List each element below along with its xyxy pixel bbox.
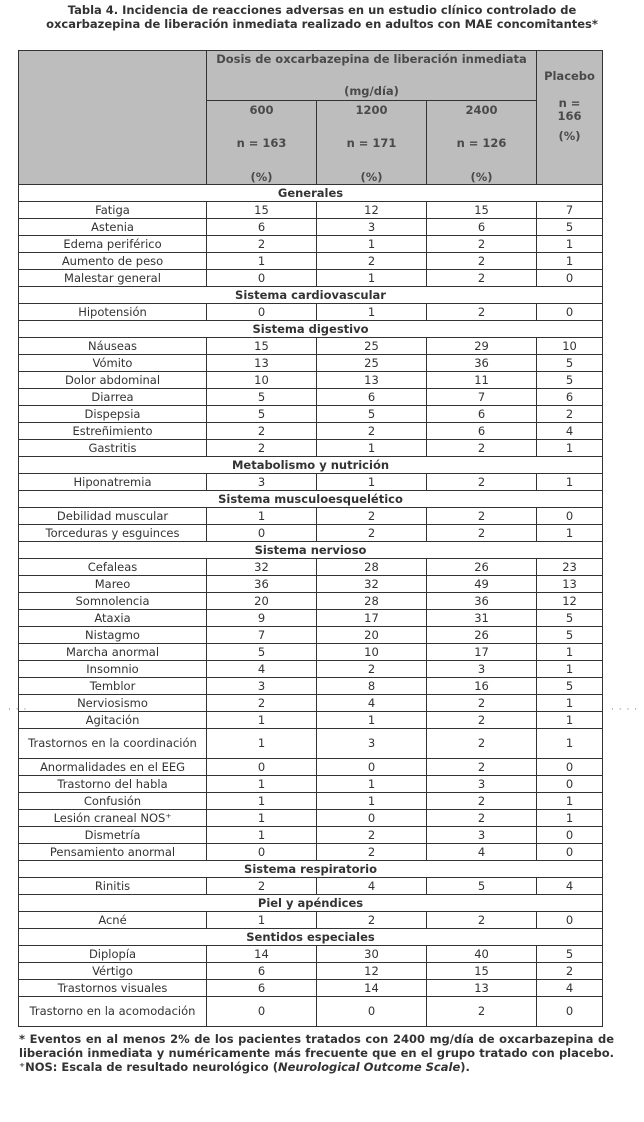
table-row (19, 219, 603, 236)
dose-value: 5 (207, 389, 317, 406)
placebo-value: 10 (537, 338, 603, 355)
reaction-label: Lesión craneal NOS⁺ (19, 810, 207, 827)
dose-value: 25 (317, 355, 427, 372)
reaction-label: Hiponatremia (19, 474, 207, 491)
table-row (19, 997, 603, 1027)
reaction-label: Nistagmo (19, 627, 207, 644)
dose-value: 15 (207, 338, 317, 355)
table-body (19, 185, 603, 1027)
dose-value: 28 (317, 593, 427, 610)
placebo-value: 4 (537, 980, 603, 997)
placebo-value: 6 (537, 389, 603, 406)
dose-value: 13 (427, 980, 537, 997)
dose-value: 6 (427, 406, 537, 423)
dose-header (207, 51, 537, 101)
dose-value: 1 (207, 793, 317, 810)
reaction-label: Gastritis (19, 440, 207, 457)
dose-value: 3 (317, 219, 427, 236)
placebo-value: 4 (537, 423, 603, 440)
dose-value: 4 (317, 878, 427, 895)
dose-value: 2 (427, 253, 537, 270)
reaction-label: Mareo (19, 576, 207, 593)
dose-value: 2 (427, 759, 537, 776)
section-title: Sistema respiratorio (19, 861, 603, 878)
dose-value: 2 (427, 474, 537, 491)
placebo-label: Placebo (544, 69, 595, 83)
dose-value: 3 (427, 661, 537, 678)
reaction-label: Acné (19, 912, 207, 929)
placebo-value: 0 (537, 844, 603, 861)
footnote-italic: Neurological Outcome Scale (277, 1060, 461, 1074)
dose-value: 8 (317, 678, 427, 695)
dose-value: 30 (317, 946, 427, 963)
dose-2400-n: n = 126 (456, 136, 507, 150)
dose-value: 3 (207, 678, 317, 695)
dose-value: 0 (207, 759, 317, 776)
dose-value: 31 (427, 610, 537, 627)
placebo-value: 5 (537, 355, 603, 372)
dose-2400-pct: (%) (470, 170, 493, 184)
right-dotted-marker: · · · · (611, 705, 639, 715)
placebo-value: 5 (537, 678, 603, 695)
table-row (19, 827, 603, 844)
dose-value: 3 (427, 827, 537, 844)
placebo-value: 0 (537, 912, 603, 929)
placebo-value: 0 (537, 270, 603, 287)
dose-1200-n: n = 171 (346, 136, 397, 150)
dose-value: 2 (207, 423, 317, 440)
dose-value: 10 (317, 644, 427, 661)
dose-value: 12 (317, 202, 427, 219)
dose-value: 0 (207, 270, 317, 287)
section-title: Sistema musculoesquelético (19, 491, 603, 508)
table-row (19, 878, 603, 895)
dose-value: 36 (207, 576, 317, 593)
table-row (19, 236, 603, 253)
table-row (19, 610, 603, 627)
reaction-label: Trastornos en la coordinación (19, 729, 207, 759)
placebo-value: 2 (537, 406, 603, 423)
dose-value: 26 (427, 627, 537, 644)
section-title: Sentidos especiales (19, 929, 603, 946)
placebo-header (537, 51, 603, 185)
table-row (19, 576, 603, 593)
dose-value: 1 (207, 810, 317, 827)
table-row (19, 980, 603, 997)
dose-600-n: n = 163 (236, 136, 287, 150)
dose-value: 1 (317, 440, 427, 457)
dose-value: 0 (207, 997, 317, 1027)
dose-value: 16 (427, 678, 537, 695)
placebo-value: 0 (537, 997, 603, 1027)
dose-value: 2 (427, 508, 537, 525)
reaction-label: Rinitis (19, 878, 207, 895)
left-dotted-marker: · · · (8, 705, 28, 715)
dose-value: 2 (317, 423, 427, 440)
table-title (0, 3, 644, 31)
placebo-value: 0 (537, 827, 603, 844)
table-row (19, 729, 603, 759)
dose-1200-value: 1200 (355, 103, 388, 117)
placebo-value: 12 (537, 593, 603, 610)
dose-value: 2 (427, 525, 537, 542)
table-row (19, 912, 603, 929)
table-row (19, 202, 603, 219)
dose-value: 1 (317, 776, 427, 793)
table-row (19, 559, 603, 576)
dose-value: 1 (317, 712, 427, 729)
table-row (19, 946, 603, 963)
dose-value: 2 (207, 878, 317, 895)
dose-value: 3 (427, 776, 537, 793)
reaction-label: Dispepsia (19, 406, 207, 423)
dose-value: 2 (427, 712, 537, 729)
reaction-label: Anormalidades en el EEG (19, 759, 207, 776)
dose-value: 2 (317, 525, 427, 542)
dose-value: 4 (427, 844, 537, 861)
reaction-label: Nerviosismo (19, 695, 207, 712)
dose-value: 1 (207, 729, 317, 759)
dose-value: 2 (427, 997, 537, 1027)
dose-value: 2 (427, 912, 537, 929)
dose-value: 36 (427, 355, 537, 372)
placebo-value: 5 (537, 627, 603, 644)
table-row (19, 440, 603, 457)
placebo-value: 0 (537, 508, 603, 525)
table-row (19, 661, 603, 678)
dose-value: 0 (207, 525, 317, 542)
reaction-label: Hipotensión (19, 304, 207, 321)
table-row (19, 474, 603, 491)
dose-value: 5 (207, 644, 317, 661)
dose-value: 11 (427, 372, 537, 389)
table-row (19, 372, 603, 389)
dose-value: 1 (207, 508, 317, 525)
section-header-row (19, 457, 603, 474)
section-header-row (19, 929, 603, 946)
placebo-value: 1 (537, 474, 603, 491)
placebo-value: 7 (537, 202, 603, 219)
section-title: Metabolismo y nutrición (19, 457, 603, 474)
table-row (19, 776, 603, 793)
table-row (19, 304, 603, 321)
placebo-value: 1 (537, 695, 603, 712)
dose-value: 0 (317, 810, 427, 827)
dose-value: 20 (317, 627, 427, 644)
placebo-value: 0 (537, 759, 603, 776)
section-header-row (19, 861, 603, 878)
reaction-label: Trastorno del habla (19, 776, 207, 793)
dose-value: 13 (317, 372, 427, 389)
dose-value: 17 (317, 610, 427, 627)
dose-value: 2 (317, 508, 427, 525)
placebo-value: 13 (537, 576, 603, 593)
dose-value: 6 (427, 423, 537, 440)
section-header-row (19, 895, 603, 912)
placebo-value: 1 (537, 644, 603, 661)
table-row (19, 810, 603, 827)
table-row (19, 525, 603, 542)
reaction-label: Malestar general (19, 270, 207, 287)
dose-value: 15 (207, 202, 317, 219)
dose-value: 40 (427, 946, 537, 963)
table-row (19, 270, 603, 287)
dose-value: 3 (207, 474, 317, 491)
dose-value: 1 (207, 776, 317, 793)
dose-value: 1 (207, 827, 317, 844)
table-row (19, 508, 603, 525)
reaction-label: Debilidad muscular (19, 508, 207, 525)
reaction-label: Edema periférico (19, 236, 207, 253)
placebo-value: 5 (537, 219, 603, 236)
reaction-label: Pensamiento anormal (19, 844, 207, 861)
dose-value: 7 (427, 389, 537, 406)
placebo-value: 1 (537, 810, 603, 827)
dose-value: 2 (317, 844, 427, 861)
table-row (19, 644, 603, 661)
table-row (19, 406, 603, 423)
reaction-label: Diarrea (19, 389, 207, 406)
table-row (19, 963, 603, 980)
placebo-value: 1 (537, 253, 603, 270)
dose-header-unit: (mg/día) (344, 84, 399, 98)
header-blank-cell (19, 51, 207, 185)
table-row (19, 712, 603, 729)
dose-value: 2 (317, 661, 427, 678)
dose-value: 13 (207, 355, 317, 372)
placebo-value: 23 (537, 559, 603, 576)
dose-value: 32 (207, 559, 317, 576)
dose-2400-value: 2400 (465, 103, 498, 117)
section-title: Generales (19, 185, 603, 202)
section-title: Piel y apéndices (19, 895, 603, 912)
dose-600-value: 600 (249, 103, 274, 117)
placebo-value: 5 (537, 946, 603, 963)
dose-value: 2 (427, 810, 537, 827)
reaction-label: Estreñimiento (19, 423, 207, 440)
section-header-row (19, 185, 603, 202)
reaction-label: Insomnio (19, 661, 207, 678)
dose-value: 6 (207, 980, 317, 997)
table-row (19, 695, 603, 712)
reaction-label: Diplopía (19, 946, 207, 963)
dose-value: 1 (317, 270, 427, 287)
reaction-label: Dolor abdominal (19, 372, 207, 389)
placebo-value: 5 (537, 610, 603, 627)
placebo-value: 1 (537, 793, 603, 810)
dose-value: 1 (317, 793, 427, 810)
section-title: Sistema digestivo (19, 321, 603, 338)
table-row (19, 678, 603, 695)
dose-value: 26 (427, 559, 537, 576)
dose-600-header (207, 101, 317, 185)
dose-value: 6 (317, 389, 427, 406)
dose-value: 12 (317, 963, 427, 980)
reaction-label: Torceduras y esguinces (19, 525, 207, 542)
reaction-label: Fatiga (19, 202, 207, 219)
dose-value: 4 (207, 661, 317, 678)
reaction-label: Ataxia (19, 610, 207, 627)
dose-value: 15 (427, 202, 537, 219)
dose-value: 6 (207, 219, 317, 236)
reaction-label: Temblor (19, 678, 207, 695)
dose-value: 28 (317, 559, 427, 576)
dose-value: 49 (427, 576, 537, 593)
placebo-value: 0 (537, 776, 603, 793)
reaction-label: Trastorno en la acomodación (19, 997, 207, 1027)
dose-value: 9 (207, 610, 317, 627)
dose-value: 2 (207, 695, 317, 712)
dose-value: 5 (207, 406, 317, 423)
placebo-n-line-1: n = (558, 96, 581, 110)
dose-1200-header (317, 101, 427, 185)
dose-value: 2 (427, 236, 537, 253)
reaction-label: Somnolencia (19, 593, 207, 610)
dose-value: 1 (317, 304, 427, 321)
dose-value: 1 (317, 474, 427, 491)
table-row (19, 759, 603, 776)
dose-value: 17 (427, 644, 537, 661)
placebo-value: 1 (537, 712, 603, 729)
reaction-label: Confusión (19, 793, 207, 810)
dose-value: 2 (427, 440, 537, 457)
dose-value: 0 (317, 997, 427, 1027)
dose-value: 2 (317, 253, 427, 270)
table-title-line-1: Tabla 4. Incidencia de reacciones adversas en un estudio clínico controlado de (67, 3, 577, 17)
placebo-value: 1 (537, 525, 603, 542)
reaction-label: Vómito (19, 355, 207, 372)
dose-value: 2 (207, 440, 317, 457)
dose-value: 0 (207, 304, 317, 321)
reaction-label: Dismetría (19, 827, 207, 844)
dose-value: 2 (427, 304, 537, 321)
reaction-label: Cefaleas (19, 559, 207, 576)
reaction-label: Vértigo (19, 963, 207, 980)
placebo-value: 1 (537, 661, 603, 678)
dose-600-pct: (%) (250, 170, 273, 184)
reaction-label: Agitación (19, 712, 207, 729)
reaction-label: Trastornos visuales (19, 980, 207, 997)
reaction-label: Marcha anormal (19, 644, 207, 661)
dose-value: 2 (427, 793, 537, 810)
table-title-line-2: oxcarbazepina de liberación inmediata realizado en adultos con MAE concomitantes* (46, 17, 598, 31)
placebo-pct: (%) (558, 129, 581, 143)
dose-value: 2 (427, 270, 537, 287)
table-row (19, 593, 603, 610)
placebo-value: 0 (537, 304, 603, 321)
table-row (19, 338, 603, 355)
dose-value: 1 (317, 236, 427, 253)
dose-value: 0 (317, 759, 427, 776)
dose-value: 2 (317, 912, 427, 929)
dose-value: 1 (207, 253, 317, 270)
dose-value: 6 (207, 963, 317, 980)
table-row (19, 355, 603, 372)
dose-value: 5 (317, 406, 427, 423)
dose-value: 3 (317, 729, 427, 759)
dose-value: 1 (207, 712, 317, 729)
dose-value: 14 (207, 946, 317, 963)
dose-value: 5 (427, 878, 537, 895)
table-row (19, 844, 603, 861)
dose-value: 20 (207, 593, 317, 610)
section-header-row (19, 491, 603, 508)
dose-value: 32 (317, 576, 427, 593)
table-row (19, 389, 603, 406)
dose-1200-pct: (%) (360, 170, 383, 184)
dose-value: 2 (317, 827, 427, 844)
footnote-end: ). (460, 1060, 470, 1074)
reaction-label: Náuseas (19, 338, 207, 355)
dose-value: 2 (427, 729, 537, 759)
placebo-value: 1 (537, 729, 603, 759)
dose-value: 4 (317, 695, 427, 712)
dose-value: 2 (427, 695, 537, 712)
placebo-value: 2 (537, 963, 603, 980)
section-header-row (19, 287, 603, 304)
table-row (19, 423, 603, 440)
reaction-label: Aumento de peso (19, 253, 207, 270)
table-footnote (19, 1032, 614, 1074)
dose-value: 29 (427, 338, 537, 355)
reaction-label: Astenia (19, 219, 207, 236)
table-row (19, 253, 603, 270)
placebo-value: 4 (537, 878, 603, 895)
adverse-reactions-table (18, 50, 603, 1027)
dose-value: 0 (207, 844, 317, 861)
placebo-value: 1 (537, 440, 603, 457)
dose-value: 15 (427, 963, 537, 980)
placebo-n-line-2: 166 (557, 109, 582, 123)
dose-value: 6 (427, 219, 537, 236)
table-row (19, 627, 603, 644)
section-title: Sistema nervioso (19, 542, 603, 559)
dose-value: 2 (207, 236, 317, 253)
dose-value: 25 (317, 338, 427, 355)
placebo-value: 1 (537, 236, 603, 253)
dose-value: 10 (207, 372, 317, 389)
dose-2400-header (427, 101, 537, 185)
dose-value: 14 (317, 980, 427, 997)
dose-header-title: Dosis de oxcarbazepina de liberación inmediata (216, 52, 527, 66)
section-header-row (19, 321, 603, 338)
placebo-value: 5 (537, 372, 603, 389)
section-title: Sistema cardiovascular (19, 287, 603, 304)
table-row (19, 793, 603, 810)
dose-value: 7 (207, 627, 317, 644)
dose-value: 1 (207, 912, 317, 929)
dose-value: 36 (427, 593, 537, 610)
section-header-row (19, 542, 603, 559)
footnote-main: * Eventos en al menos 2% de los pacientes tratados con 2400 mg/día de oxcarbazepina de liberación inmediata y numéricamente más frecuente que en el grupo tratado con placebo. ⁺NOS: Escala de resultado neurológico ( (19, 1032, 614, 1074)
